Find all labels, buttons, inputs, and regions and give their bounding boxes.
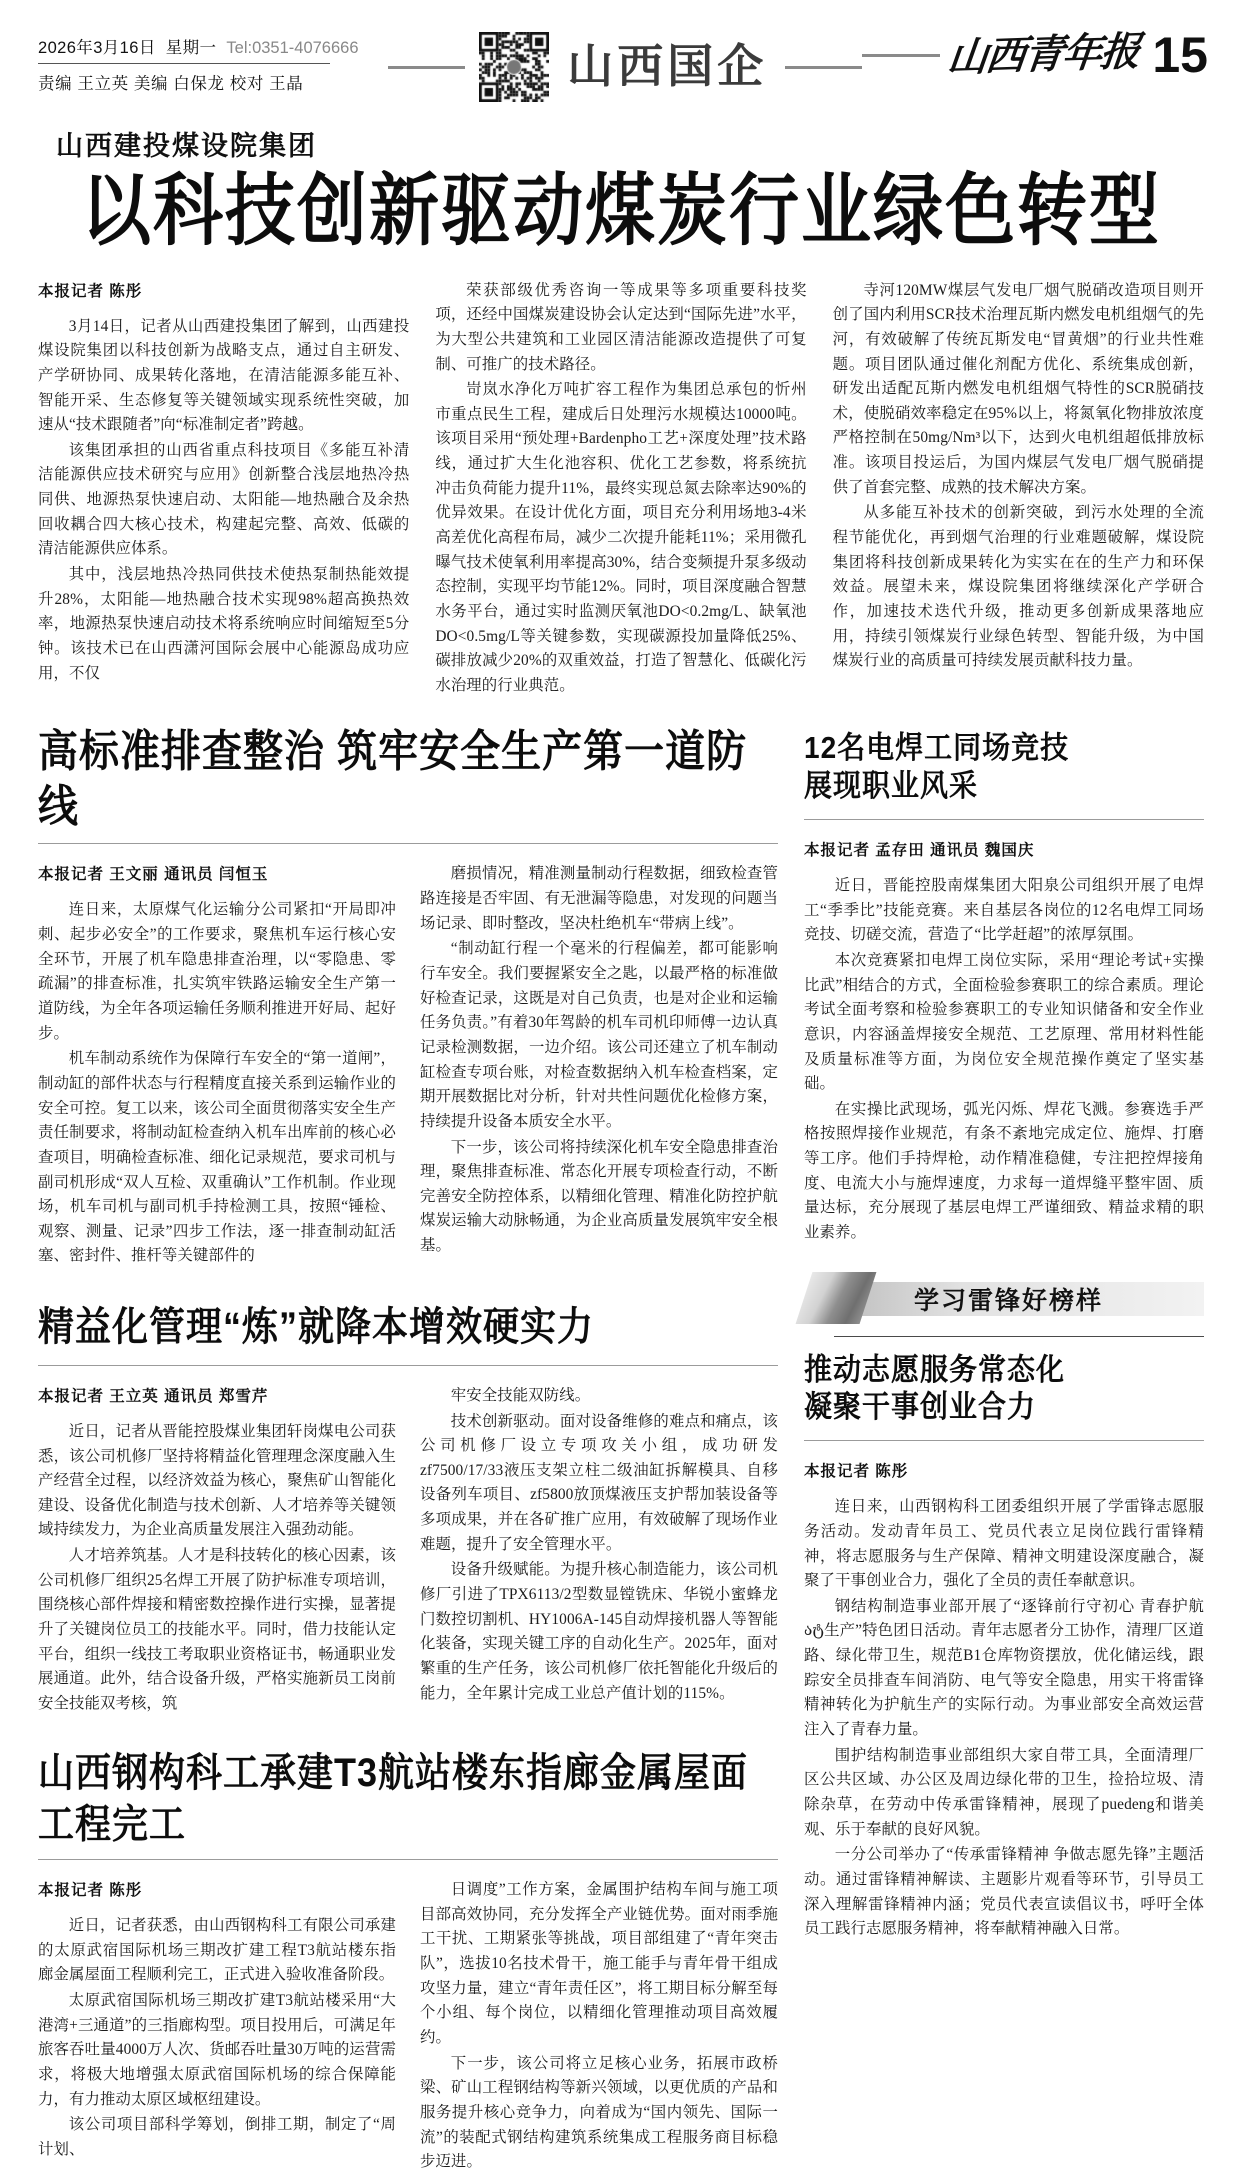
article3-paragraph: 人才培养筑基。人才是科技转化的核心因素，该公司机修厂组织25名焊工开展了防护标准专项培训，围绕核心部件焊接和精密数控操作进行实操，显著提升了关键岗位员工的技能水平。同时，借力技能认定平台，组织一线技工考取职业资格证书，畅通职业发展通道。此外，结合设备升级，严格实施新员工岗前安全技能双考核，筑: [38, 1547, 396, 1712]
masthead-center: [388, 28, 862, 102]
lead-paragraph: 3月14日，记者从山西建投集团了解到，山西建投煤设院集团以科技创新为战略支点，通过自主研发、产学研协同、成果转化落地，在清洁能源多能互补、智能开采、生态修复等关键领域实现系统性突破，加速从“技术跟随者”向“标准制定者”跨越。: [38, 317, 410, 434]
masthead-date-row: [38, 34, 388, 63]
page-content: [0, 96, 1242, 2184]
lead-paragraph: 该集团承担的山西省重点科技项目《多能互补清洁能源供应技术研究与应用》创新整合浅层地热冷热同供、地源热泵快速启动、太阳能—地热融合及余热回收耦合四大核心技术，构建起完整、高效、低碳的清洁能源供应体系。: [38, 441, 410, 558]
article4-columns: [38, 1878, 778, 2176]
lead-paragraph: 从多能互补技术的创新突破，到污水处理的全流程节能优化，再到烟气治理的行业难题破解，煤设院集团将科技创新成果转化为实实在在的生产力和环保效益。展望未来，煤设院集团将继续深化产学研合作，加速技术迭代升级，推动更多创新成果落地应用，持续引领煤炭行业绿色转型、智能升级，为中国煤炭行业的高质量可持续发展贡献科技力量。: [832, 504, 1204, 670]
mid-section: [38, 729, 1204, 2183]
article2-column-1: [38, 862, 396, 1270]
article4-column-1: [38, 1878, 396, 2176]
lead-paragraph: 其中，浅层地热冷热同供技术使热泵制热能效提升28%，太阳能—地热融合技术实现98%超高换热效率，地源热泵快速启动技术将系统响应时间缩短至5分钟。该技术已在山西潇河国际会展中心能源岛成功应用，不仅: [38, 566, 410, 682]
article5-rule: [804, 819, 1204, 820]
article-steel-structure: [38, 1749, 778, 2176]
article3-paragraph: 近日，记者从晋能控股煤业集团轩岗煤电公司获悉，该公司机修厂坚持将精益化管理理念深度融入生产经营全过程，以经济效益为核心，聚焦矿山智能化建设、设备优化制造与技术创新、人才培养等关键领域持续发力，为企业高质量发展注入强劲动能。: [38, 1422, 396, 1539]
masthead: [0, 0, 1242, 96]
article-safety-inspection: [38, 729, 778, 1270]
right-rail: [804, 729, 1204, 2183]
article6-headline-line2: 凝聚干事创业合力: [804, 1389, 1037, 1424]
article2-rule: [38, 843, 778, 844]
lead-article: [38, 124, 1204, 699]
article-welder-contest: [804, 729, 1204, 1245]
banner-flag-icon: [796, 1272, 877, 1324]
article2-headline: 高标准排查整治 筑牢安全生产第一道防线: [38, 727, 748, 832]
article2-byline: 本报记者 王文丽 通讯员 闫恒玉: [38, 866, 269, 884]
article6-body: [804, 1459, 1204, 1942]
masthead-left: [38, 28, 388, 94]
left-stack: [38, 729, 778, 2183]
section-title: 山西国企: [567, 41, 768, 92]
article3-byline: 本报记者 王立英 通讯员 郑雪芹: [38, 1387, 269, 1405]
article3-column-1: [38, 1384, 396, 1718]
publication-weekday: 星期一: [165, 39, 217, 57]
article2-column-2: [420, 862, 778, 1270]
article4-rule: [38, 1859, 778, 1860]
lead-column-3: [833, 279, 1204, 700]
article3-columns: [38, 1384, 778, 1718]
article2-paragraph: 下一步，该公司将持续深化机车安全隐患排查治理，聚焦排查标准、常态化开展专项检查行动，不断完善安全防控体系，以精细化管理、精准化防控护航煤炭运输大动脉畅通，为企业高质量发展筑牢安全根基。: [420, 1138, 778, 1255]
article2-paragraph: 机车制动系统作为保障行车安全的“第一道闸”，制动缸的部件状态与行程精度直接关系到运输作业的安全可控。复工以来，该公司全面贯彻落实安全生产责任制要求，将制动缸检查纳入机车出库前的核心必查项目，明确检查标准、细化记录规范，要求司机与副司机形成“双人互检、双重确认”工作机制。作业现场，机车司机与副司机手持检测工具，按照“锤检、观察、测量、记录”四步工作法，逐一排查制动缸活塞、密封件、推杆等关键部件的: [38, 1050, 396, 1265]
article6-paragraph: 围护结构制造事业部组织大家自带工具，全面清理厂区公共区域、办公区及周边绿化带的卫生，捡拾垃圾、清除杂草，在劳动中传承雷锋精神，展现了puedeng和谐美观、乐于奉献的良好风貌。: [804, 1746, 1204, 1838]
banner-rule: [834, 1336, 1204, 1337]
article4-paragraph: 该公司项目部科学筹划，倒排工期，制定了“周计划、: [38, 2116, 396, 2158]
article4-paragraph: 下一步，该公司将立足核心业务，拓展市政桥梁、矿山工程钢结构等新兴领域，以更优质的产品和服务提升核心竞争力，向着成为“国内领先、国际一流”的装配式钢结构建筑系统集成工程服务商目标稳步迈进。: [420, 2054, 778, 2171]
article5-headline-line2: 展现职业风采: [804, 768, 979, 803]
lead-column-2: [435, 279, 806, 700]
article5-headline-line1: 12名电焊工同场竞技: [804, 730, 1070, 765]
article6-headline-line1: 推动志愿服务常态化: [804, 1352, 1066, 1387]
lead-paragraph: 寺河120MW煤层气发电厂烟气脱硝改造项目则开创了国内利用SCR技术治理瓦斯内燃发电机组烟气的先河，有效破解了传统瓦斯发电“冒黄烟”的行业共性难题。项目团队通过催化剂配方优化、系统集成创新，研发出适配瓦斯内燃发电机组烟气特性的SCR脱硝技术，使脱硝效率稳定在95%以上，将氮氧化物排放浓度严格控制在50mg/Nm³以下，达到火电机组超低排放标准。该项目投运后，为国内煤层气发电厂烟气脱硝提供了首套完整、成熟的技术解决方案。: [832, 281, 1204, 496]
newsroom-phone: Tel:0351-4076666: [226, 39, 359, 57]
masthead-rule-brand: [862, 54, 940, 57]
leifeng-banner: [804, 1272, 1204, 1326]
lead-column-1: [38, 279, 409, 700]
article-lean-management: [38, 1304, 778, 1717]
article3-paragraph: 技术创新驱动。面对设备维修的难点和痛点，该公司机修厂设立专项攻关小组，成功研发zf7500/17/33液压支架立柱二级油缸拆解模具、自移设备列车项目、zf5800放顶煤液压支护帮加装设备等多项成果，并在各矿推广应用，有效破解了现场作业难题，提升了安全管理水平。: [420, 1412, 778, 1553]
masthead-divider: [38, 63, 330, 64]
article3-rule: [38, 1365, 778, 1366]
article5-paragraph: 本次竞赛紧扣电焊工岗位实际，采用“理论考试+实操比武”相结合的方式，全面检验参赛职工的综合素质。理论考试全面考察和检验参赛职工的专业知识储备和安全作业意识，内容涵盖焊接安全规范、工艺原理、常用材料性能及质量标准等方面，为岗位安全规范操作奠定了坚实基础。: [804, 952, 1204, 1093]
article4-byline: 本报记者 陈彤: [38, 1882, 143, 1900]
masthead-right: [862, 27, 1208, 83]
article4-headline: 山西钢构科工承建T3航站楼东指廊金属屋面工程完工: [38, 1749, 749, 1846]
article3-headline: 精益化管理“炼”就降本增效硬实力: [38, 1303, 595, 1350]
article-volunteer-service: [804, 1272, 1204, 1942]
banner-label: 学习雷锋好榜样: [914, 1286, 1104, 1315]
qr-code-icon[interactable]: [479, 32, 549, 102]
article4-paragraph: 近日，记者获悉，由山西钢构科工有限公司承建的太原武宿国际机场三期改扩建工程T3航站楼东指廊金属屋面工程顺利完工，正式进入验收准备阶段。: [38, 1917, 396, 1984]
publication-date: 2026年3月16日: [38, 39, 156, 57]
article2-paragraph: 连日来，太原煤气化运输分公司紧扣“开局即冲刺、起步必安全”的工作要求，聚焦机车运行核心安全环节，开展了机车隐患排查治理，以“零隐患、零疏漏”的排查标准，扎实筑牢铁路运输安全生产第一道防线，为全年各项运输任务顺利推进开好局、起好步。: [38, 901, 396, 1042]
lead-byline: 本报记者 陈彤: [38, 282, 143, 300]
article2-paragraph: 磨损情况，精准测量制动行程数据，细致检查管路连接是否牢固、有无泄漏等隐患，对发现的问题当场记录、即时整改，坚决杜绝机车“带病上线”。: [420, 865, 778, 932]
article3-column-2: [420, 1384, 778, 1718]
article6-paragraph: 连日来，山西钢构科工团委组织开展了学雷锋志愿服务活动。发动青年员工、党员代表立足岗位践行雷锋精神，将志愿服务与生产保障、精神文明建设深度融合，凝聚了干事创业合力，强化了全员的责任奉献意识。: [804, 1498, 1204, 1590]
masthead-credits: 责编 王立英 美编 白保龙 校对 王晶: [38, 75, 304, 93]
article2-columns: [38, 862, 778, 1270]
article4-column-2: [420, 1878, 778, 2176]
page-number: 15: [1152, 27, 1208, 83]
article5-byline: 本报记者 孟存田 通讯员 魏国庆: [804, 842, 1035, 860]
lead-paragraph: 荣获部级优秀咨询一等成果等多项重要科技奖项，还经中国煤炭建设协会认定达到“国际先进”水平，为大型公共建筑和工业园区清洁能源改造提供了可复制、可推广的技术路径。: [435, 281, 807, 373]
article6-head-wrap: [804, 1351, 1204, 1427]
masthead-rule-right: [785, 66, 862, 69]
article5-paragraph: 近日，晋能控股南煤集团大阳泉公司组织开展了电焊工“季季比”技能竞赛。来自基层各岗位的12名电焊工同场竞技、切磋交流，营造了“比学赶超”的浓厚氛围。: [804, 877, 1204, 944]
article6-byline: 本报记者 陈彤: [804, 1463, 909, 1481]
lead-columns: [38, 279, 1204, 700]
lead-paragraph: 岢岚水净化万吨扩容工程作为集团总承包的忻州市重点民生工程，建成后日处理污水规模达10000吨。该项目采用“预处理+Bardenpho工艺+深度处理”技术路线，通过扩大生化池容积、优化工艺参数，将系统抗冲击负荷能力提升11%，最终实现总氮去除率达90%的优异效果。在设计优化方面，项目充分利用场地3-4米高差优化高程布局，减少二次提升能耗11%；采用微孔曝气技术使氧利用率提高30%，结合变频提升泵多级动态控制，实现平均节能12%。同时，项目深度融合智慧水务平台，通过实时监测厌氧池DO<0.2mg/L、缺氧池DO<0.5mg/L等关键参数，实现碳源投加量降低25%、碳排放减少20%的双重效益，打造了智慧化、低碳化污水治理的行业典范。: [435, 381, 807, 694]
masthead-rule-left: [388, 66, 465, 69]
newspaper-brand-logo: 山西青年报: [945, 28, 1142, 81]
article3-paragraph: 设备升级赋能。为提升核心制造能力，该公司机修厂引进了TPX6113/2型数显镗铣床、华锐小蜜蜂龙门数控切割机、HY1006A-145自动焊接机器人等智能化装备，实现关键工序的自动化生产。2025年，面对繁重的生产任务，该公司机修厂依托智能化升级后的能力，全年累计完成工业总产值计划的115%。: [420, 1561, 778, 1702]
article6-rule: [804, 1440, 1204, 1441]
article5-paragraph: 在实操比武现场，弧光闪烁、焊花飞溅。参赛选手严格按照焊接作业规范，有条不紊地完成定位、施焊、打磨等工序。他们手持焊枪，动作精准稳健，专注把控焊接角度、电流大小与施焊速度，力求每一道焊缝平整牢固、质量达标，充分展现了基层电焊工严谨细致、精益求精的职业素养。: [804, 1100, 1204, 1242]
lead-headline: 以科技创新驱动煤炭行业绿色转型: [81, 166, 1161, 255]
article6-paragraph: 钢结构制造事业部开展了“逐锋前行守初心 青春护航ატ生产”特色团日活动。青年志愿者分工协作，清理厂区道路、绿化带卫生，规范B1仓库物资摆放，优化储运线，跟踪安全员排查车间消防、电气等安全隐患，用实干将雷锋精神转化为护航生产的实际行动。为事业部安全高效运营注入了青春力量。: [804, 1597, 1204, 1739]
article4-paragraph: 日调度”工作方案，金属围护结构车间与施工项目部高效协同，充分发挥全产业链优势。面对雨季施工干扰、工期紧张等挑战，项目部组建了“青年突击队”，选拔10名技术骨干，施工能手与青年骨干组成攻坚力量，建立“青年责任区”，将工期目标分解至每个小组、每个岗位，以精细化管理推动项目高效履约。: [420, 1881, 778, 2047]
article5-body: [804, 838, 1204, 1246]
lead-kicker: 山西建投煤设院集团: [56, 131, 317, 161]
article4-paragraph: 太原武宿国际机场三期改扩建T3航站楼采用“大港湾+三通道”的三指廊构型。项目投用后，可满足年旅客吞吐量4000万人次、货邮吞吐量30万吨的运营需求，将极大地增强太原武宿国际机场的综合保障能力，有力推动太原区域枢纽建设。: [38, 1992, 396, 2108]
article3-paragraph: 牢安全技能双防线。: [450, 1386, 591, 1404]
article2-paragraph: “制动缸行程一个毫米的行程偏差，都可能影响行车安全。我们要握紧安全之匙，以最严格的标准做好检查记录，这既是对自己负责，也是对企业和运输任务负责。”有着30年驾龄的机车司机印师傅一边认真记录检测数据，一边介绍。该公司还建立了机车制动缸检查专项台账，对检查数据纳入机车检查档案，定期开展数据比对分析，针对共性问题优化检修方案，持续提升设备本质安全水平。: [420, 940, 778, 1130]
article6-paragraph: 一分公司举办了“传承雷锋精神 争做志愿先锋”主题活动。通过雷锋精神解读、主题影片观看等环节，引导员工深入理解雷锋精神内涵；党员代表宣读倡议书，呼吁全体员工践行志愿服务精神，将奉献精神融入日常。: [804, 1846, 1204, 1938]
